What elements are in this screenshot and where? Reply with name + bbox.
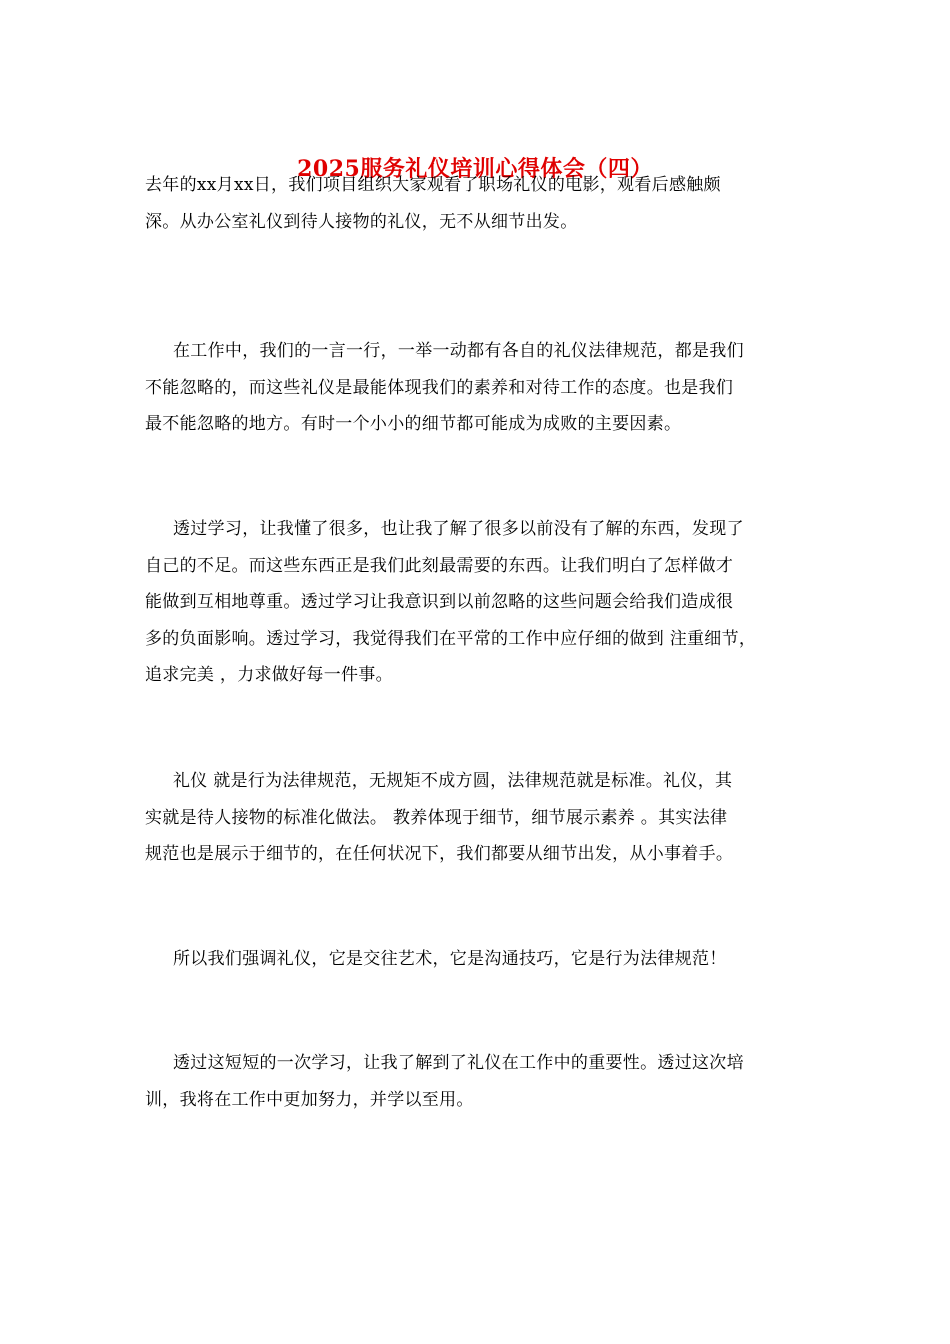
- paragraph-5: [145, 941, 825, 978]
- paragraph-line: 实就是待人接物的标准化做法。 教养体现于细节，细节展示素养 。其实法律: [145, 807, 728, 828]
- paragraph-6: [145, 1045, 825, 1118]
- paragraph-line: 自己的不足。而这些东西正是我们此刻最需要的东西。让我们明白了怎样做才: [145, 555, 734, 576]
- paragraph-4: [145, 763, 825, 873]
- paragraph-line: 透过学习，让我懂了很多，也让我了解了很多以前没有了解的东西，发现了: [173, 519, 744, 539]
- paragraph-line: 规范也是展示于细节的，在任何状况下，我们都要从细节出发，从小事着手。: [145, 844, 734, 864]
- paragraph-1: [145, 167, 825, 240]
- paragraph-line: 最不能忽略的地方。有时一个小小的细节都可能成为成败的主要因素。: [145, 414, 682, 434]
- paragraph-3: [145, 511, 825, 694]
- paragraph-line: 能做到互相地尊重。透过学习让我意识到以前忽略的这些问题会给我们造成很: [145, 592, 734, 612]
- paragraph-line: 去年的xx月xx日，我们项目组织大家观看了职场礼仪的电影，观看后感触颇: [145, 175, 721, 195]
- paragraph-line: 追求完美 ，力求做好每一件事。: [145, 665, 393, 685]
- document-title: 2025服务礼仪培训心得体会（四）: [297, 156, 653, 182]
- paragraph-line: 透过这短短的一次学习，让我了解到了礼仪在工作中的重要性。透过这次培: [173, 1053, 744, 1073]
- paragraph-line: 所以我们强调礼仪，它是交往艺术，它是沟通技巧，它是行为法律规范！: [173, 949, 727, 969]
- paragraph-line: 不能忽略的，而这些礼仪是最能体现我们的素养和对待工作的态度。也是我们: [145, 377, 734, 398]
- paragraph-2: [145, 333, 825, 443]
- paragraph-line: 训，我将在工作中更加努力，并学以至用。: [145, 1089, 474, 1110]
- paragraph-line: 多的负面影响。透过学习，我觉得我们在平常的工作中应仔细的做到 注重细节，: [145, 628, 757, 649]
- paragraph-line: 深。从办公室礼仪到待人接物的礼仪，无不从细节出发。: [145, 211, 578, 232]
- paragraph-line: 礼仪 就是行为法律规范，无规矩不成方圆，法律规范就是标准。礼仪，其: [173, 771, 733, 791]
- paragraph-line: 在工作中，我们的一言一行，一举一动都有各自的礼仪法律规范，都是我们: [173, 341, 744, 361]
